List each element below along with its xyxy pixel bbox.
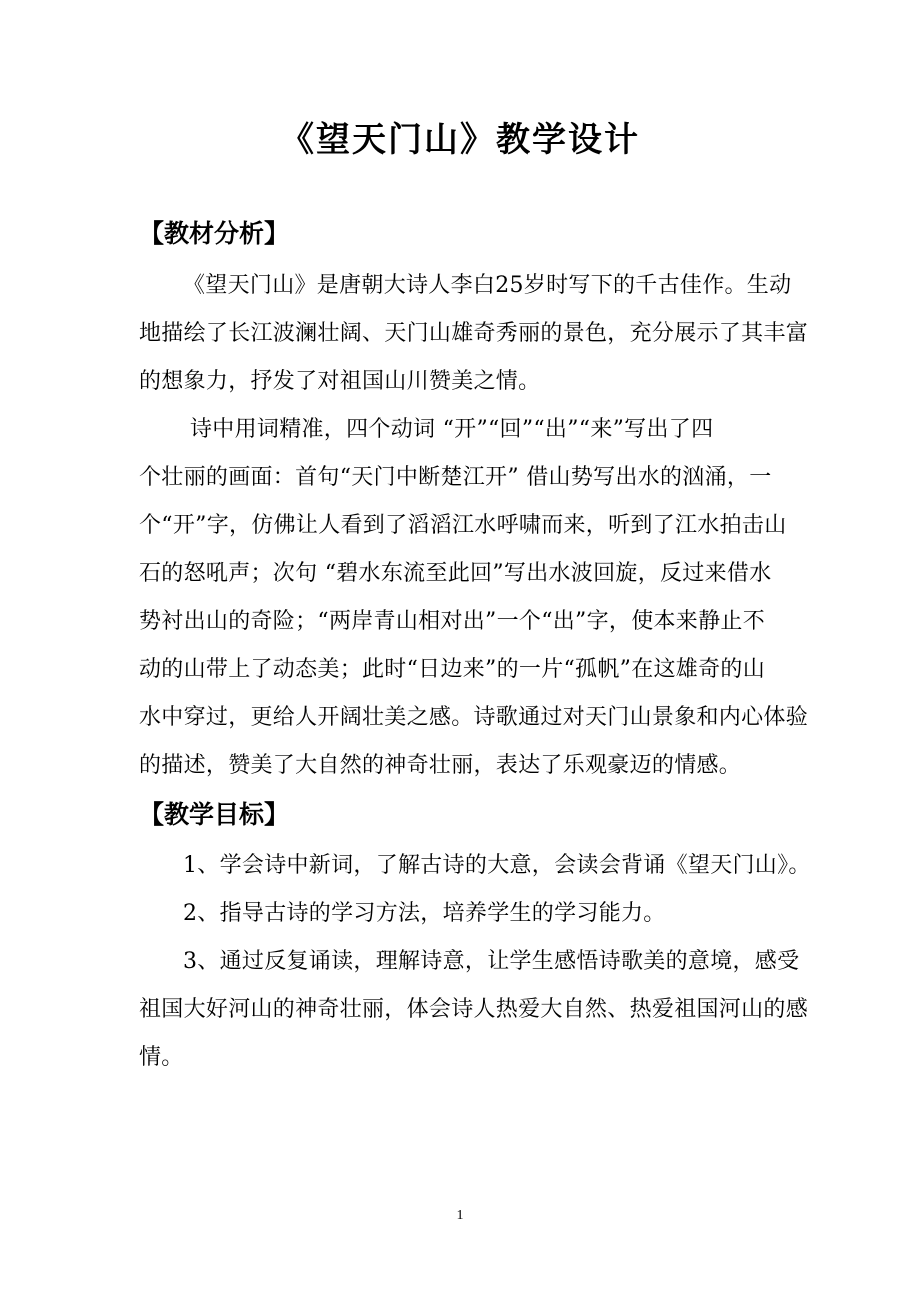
paragraph-line: 的描述，赞美了大自然的神奇壮丽，表达了乐观豪迈的情感。	[139, 753, 742, 778]
paragraph-line: 石的怒吼声；次句 “碧水东流至此回”写出水波回旋，反过来借水	[139, 561, 772, 586]
document-title: 《望天门山》教学设计	[280, 120, 640, 160]
goal-item: 1、学会诗中新词，了解古诗的大意，会读会背诵《望天门山》。	[183, 853, 811, 878]
goal-item-continued: 祖国大好河山的神奇壮丽，体会诗人热爱大自然、热爱祖国河山的感	[139, 997, 809, 1022]
paragraph-line: 的想象力，抒发了对祖国山川赞美之情。	[139, 369, 541, 394]
goal-item: 3、通过反复诵读，理解诗意，让学生感悟诗歌美的意境，感受	[183, 949, 800, 974]
section-heading-textbook-analysis: 【教材分析】	[139, 219, 290, 248]
paragraph-line: 地描绘了长江波澜壮阔、天门山雄奇秀丽的景色，充分展示了其丰富	[139, 321, 809, 346]
paragraph-line: 水中穿过，更给人开阔壮美之感。诗歌通过对天门山景象和内心体验	[139, 705, 809, 730]
paragraph-line: 动的山带上了动态美；此时“日边来”的一片“孤帆”在这雄奇的山	[139, 657, 765, 682]
paragraph-line: 《望天门山》是唐朝大诗人李白25岁时写下的千古佳作。生动	[183, 273, 792, 298]
paragraph-line: 势衬出山的奇险；“两岸青山相对出”一个“出”字，使本来静止不	[139, 609, 765, 634]
section-heading-teaching-goals: 【教学目标】	[139, 800, 290, 829]
page-number: 1	[456, 1208, 464, 1223]
paragraph-line: 个“开”字，仿佛让人看到了滔滔江水呼啸而来，听到了江水拍击山	[139, 513, 787, 538]
paragraph-line: 诗中用词精准，四个动词 “开”“回”“出”“来”写出了四	[190, 417, 714, 442]
goal-item: 2、指导古诗的学习方法，培养学生的学习能力。	[183, 901, 666, 926]
goal-item-continued: 情。	[139, 1045, 184, 1070]
paragraph-line: 个壮丽的画面：首句“天门中断楚江开” 借山势写出水的汹涌，一	[139, 465, 772, 490]
